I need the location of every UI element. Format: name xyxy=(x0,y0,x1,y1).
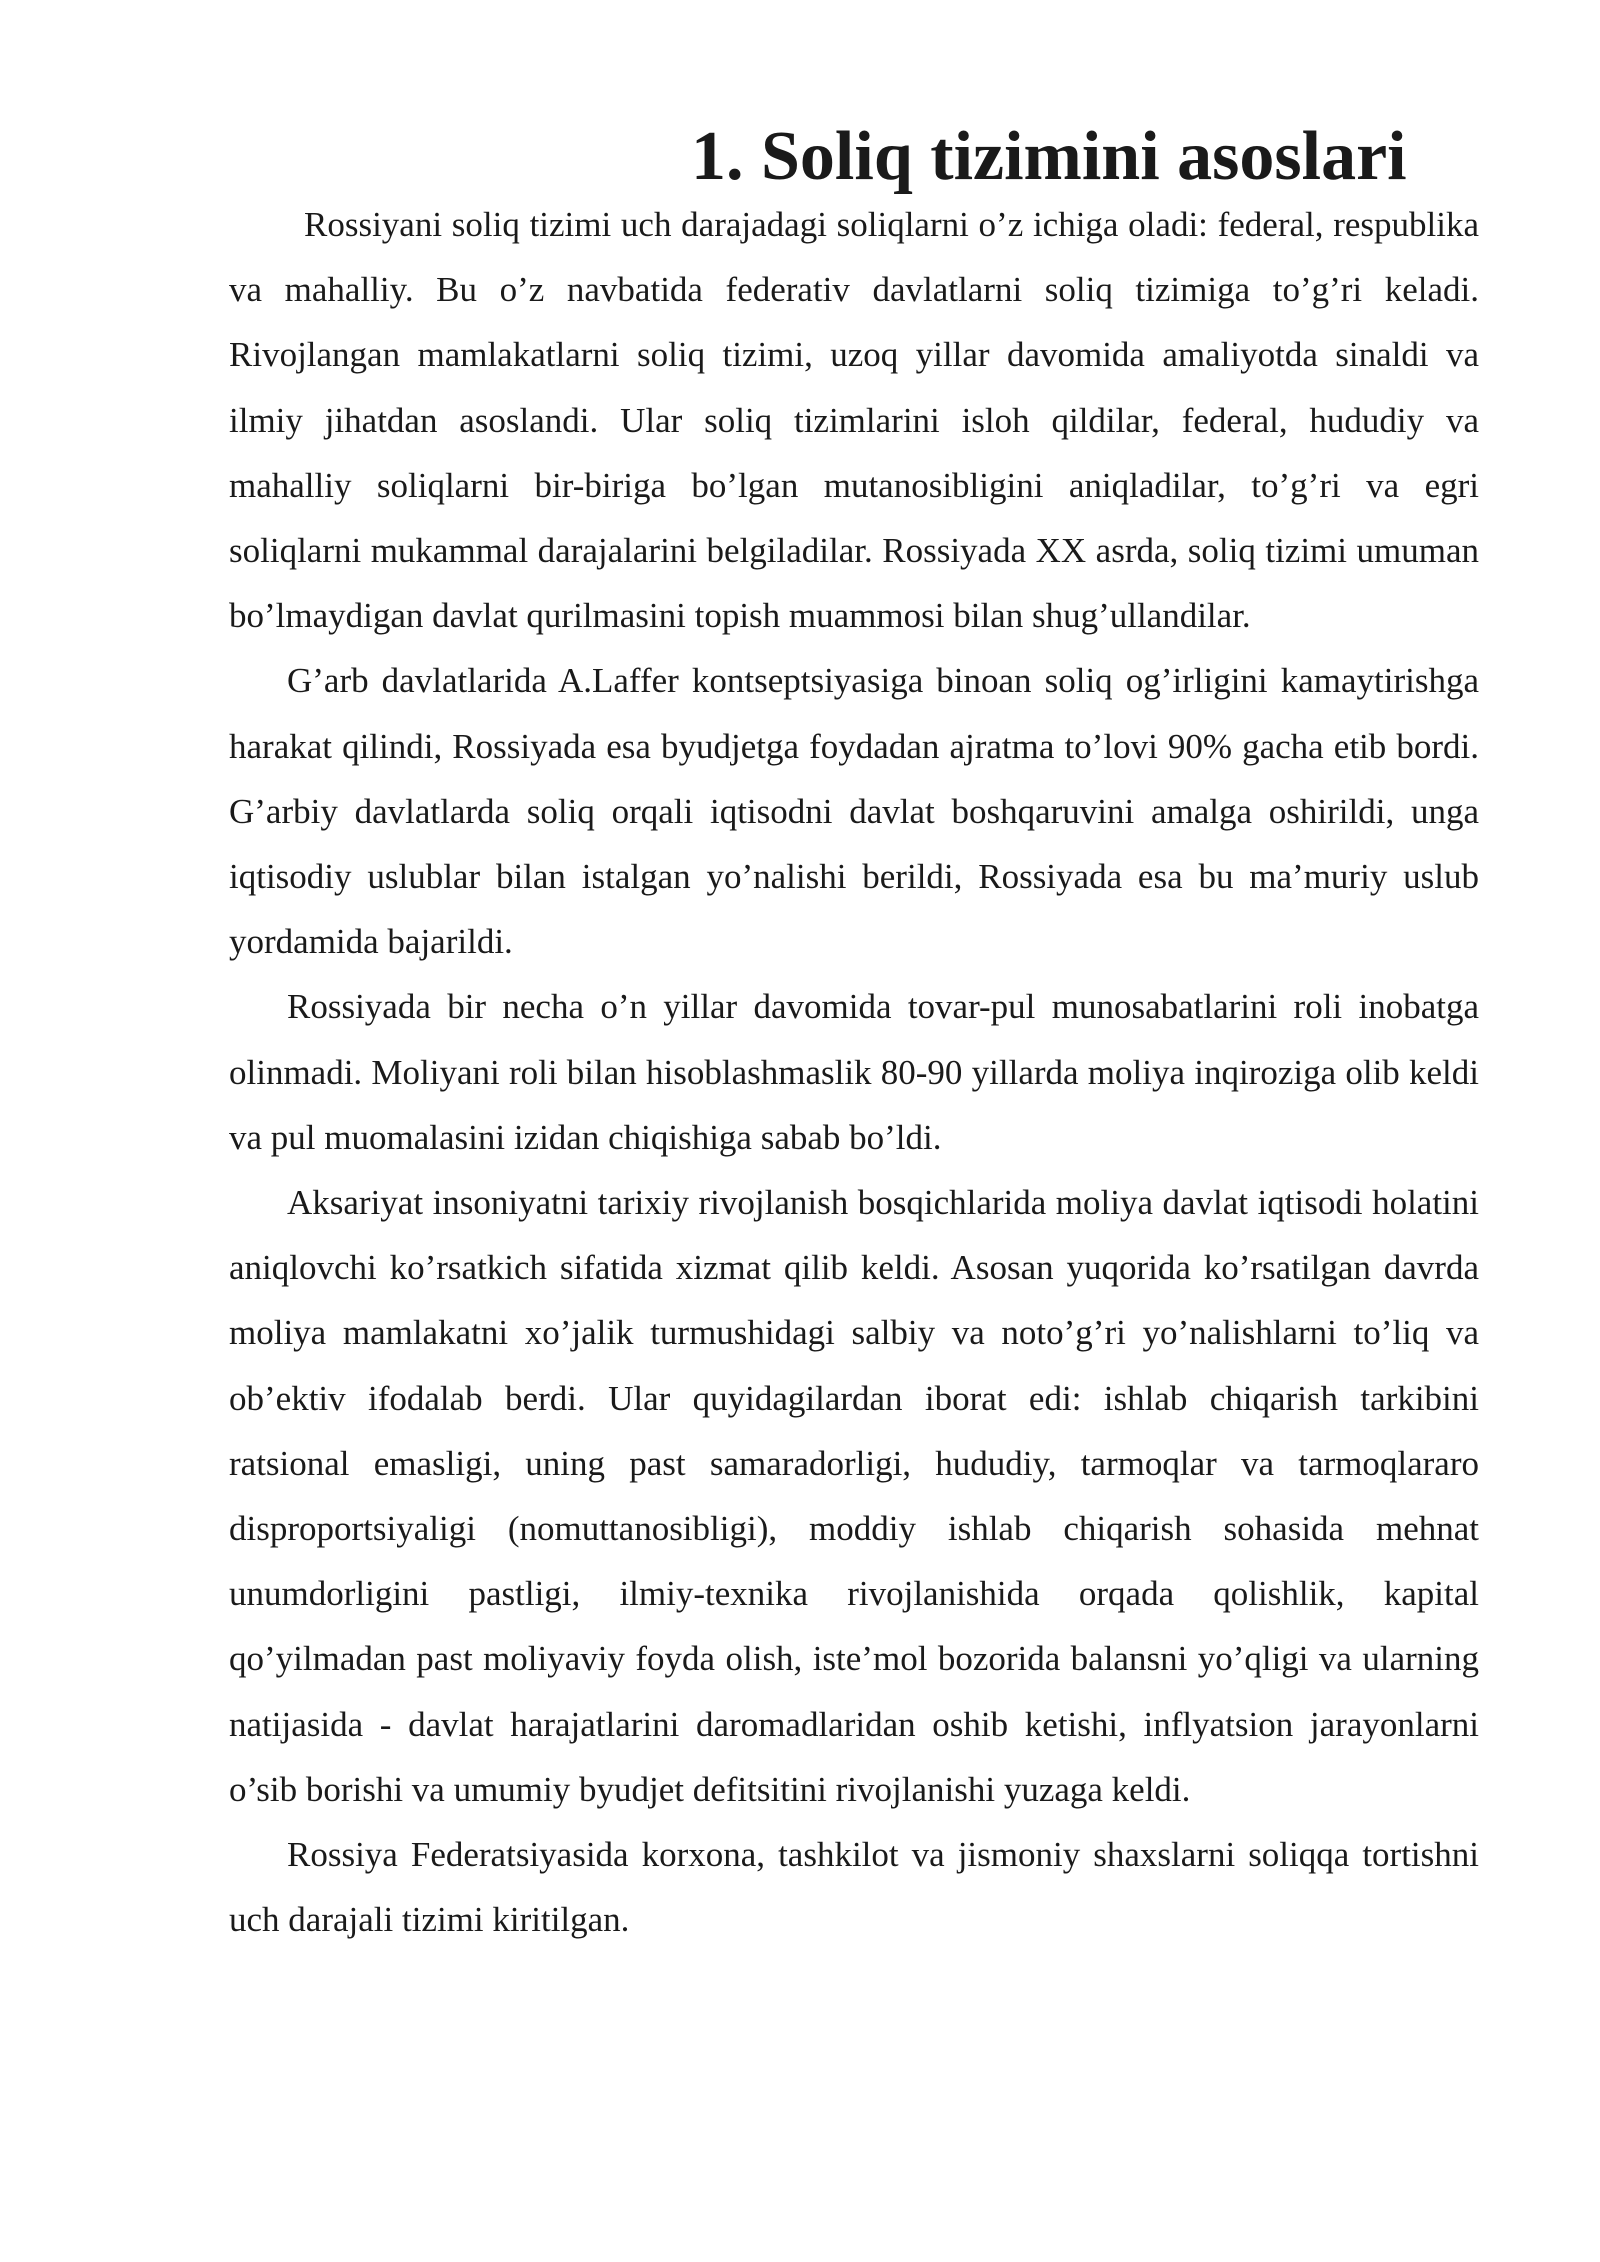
document-page xyxy=(229,118,1479,1952)
paragraph-3: Rossiyada bir necha o’n yillar davomida tovar-pul munosabatlarini roli inobatga olinmadi. Moliyani roli bilan hisoblashmaslik 80-90 yillarda moliya inqiroziga olib keldi va pul muomalasini izidan chiqishiga sabab bo’ldi. xyxy=(229,987,1479,1157)
section-heading: 1. Soliq tizimini asoslari xyxy=(691,118,1407,195)
paragraph-1: Rossiyani soliq tizimi uch darajadagi soliqlarni o’z ichiga oladi: federal, respublika va mahalliy. Bu o’z navbatida federativ davlatlarni soliq tizimiga to’g’ri keladi. Rivojlangan mamlakatlarni soliq tizimi, uzoq yillar davomida amaliyotda sinaldi va ilmiy jihatdan asoslandi. Ular soliq tizimlarini isloh qildilar, federal, hududiy va mahalliy soliqlarni bir-biriga bo’lgan mutanosibligini aniqladilar, to’g’ri va egri soliqlarni mukammal darajalarini belgiladilar. Rossiyada XX asrda, soliq tizimi umuman bo’lmaydigan davlat qurilmasini topish muammosi bilan shug’ullandilar. xyxy=(229,205,1479,636)
paragraph-2: G’arb davlatlarida A.Laffer kontseptsiyasiga binoan soliq og’irligini kamaytirishga harakat qilindi, Rossiyada esa byudjetga foydadan ajratma to’lovi 90% gacha etib bordi. G’arbiy davlatlarda soliq orqali iqtisodni davlat boshqaruvini amalga oshirildi, unga iqtisodiy uslublar bilan istalgan yo’nalishi berildi, Rossiyada esa bu ma’muriy uslub yordamida bajarildi. xyxy=(229,661,1479,962)
paragraph-5: Rossiya Federatsiyasida korxona, tashkilot va jismoniy shaxslarni soliqqa tortishni uch darajali tizimi kiritilgan. xyxy=(229,1835,1479,1940)
paragraph-4: Aksariyat insoniyatni tarixiy rivojlanish bosqichlarida moliya davlat iqtisodi holatini aniqlovchi ko’rsatkich sifatida xizmat qilib keldi. Asosan yuqorida ko’rsatilgan davrda moliya mamlakatni xo’jalik turmushidagi salbiy va noto’g’ri yo’nalishlarni to’liq va ob’ektiv ifodalab berdi. Ular quyidagilardan iborat edi: ishlab chiqarish tarkibini ratsional emasligi, uning past samaradorligi, hududiy, tarmoqlar va tarmoqlararo disproportsiyaligi (nomuttanosibligi), moddiy ishlab chiqarish sohasida mehnat unumdorligini pastligi, ilmiy-texnika rivojlanishida orqada qolishlik, kapital qo’yilmadan past moliyaviy foyda olish, iste’mol bozorida balansni yo’qligi va ularning natijasida - davlat harajatlarini daromadlaridan oshib ketishi, inflyatsion jarayonlarni o’sib borishi va umumiy byudjet defitsitini rivojlanishi yuzaga keldi. xyxy=(229,1183,1479,1809)
